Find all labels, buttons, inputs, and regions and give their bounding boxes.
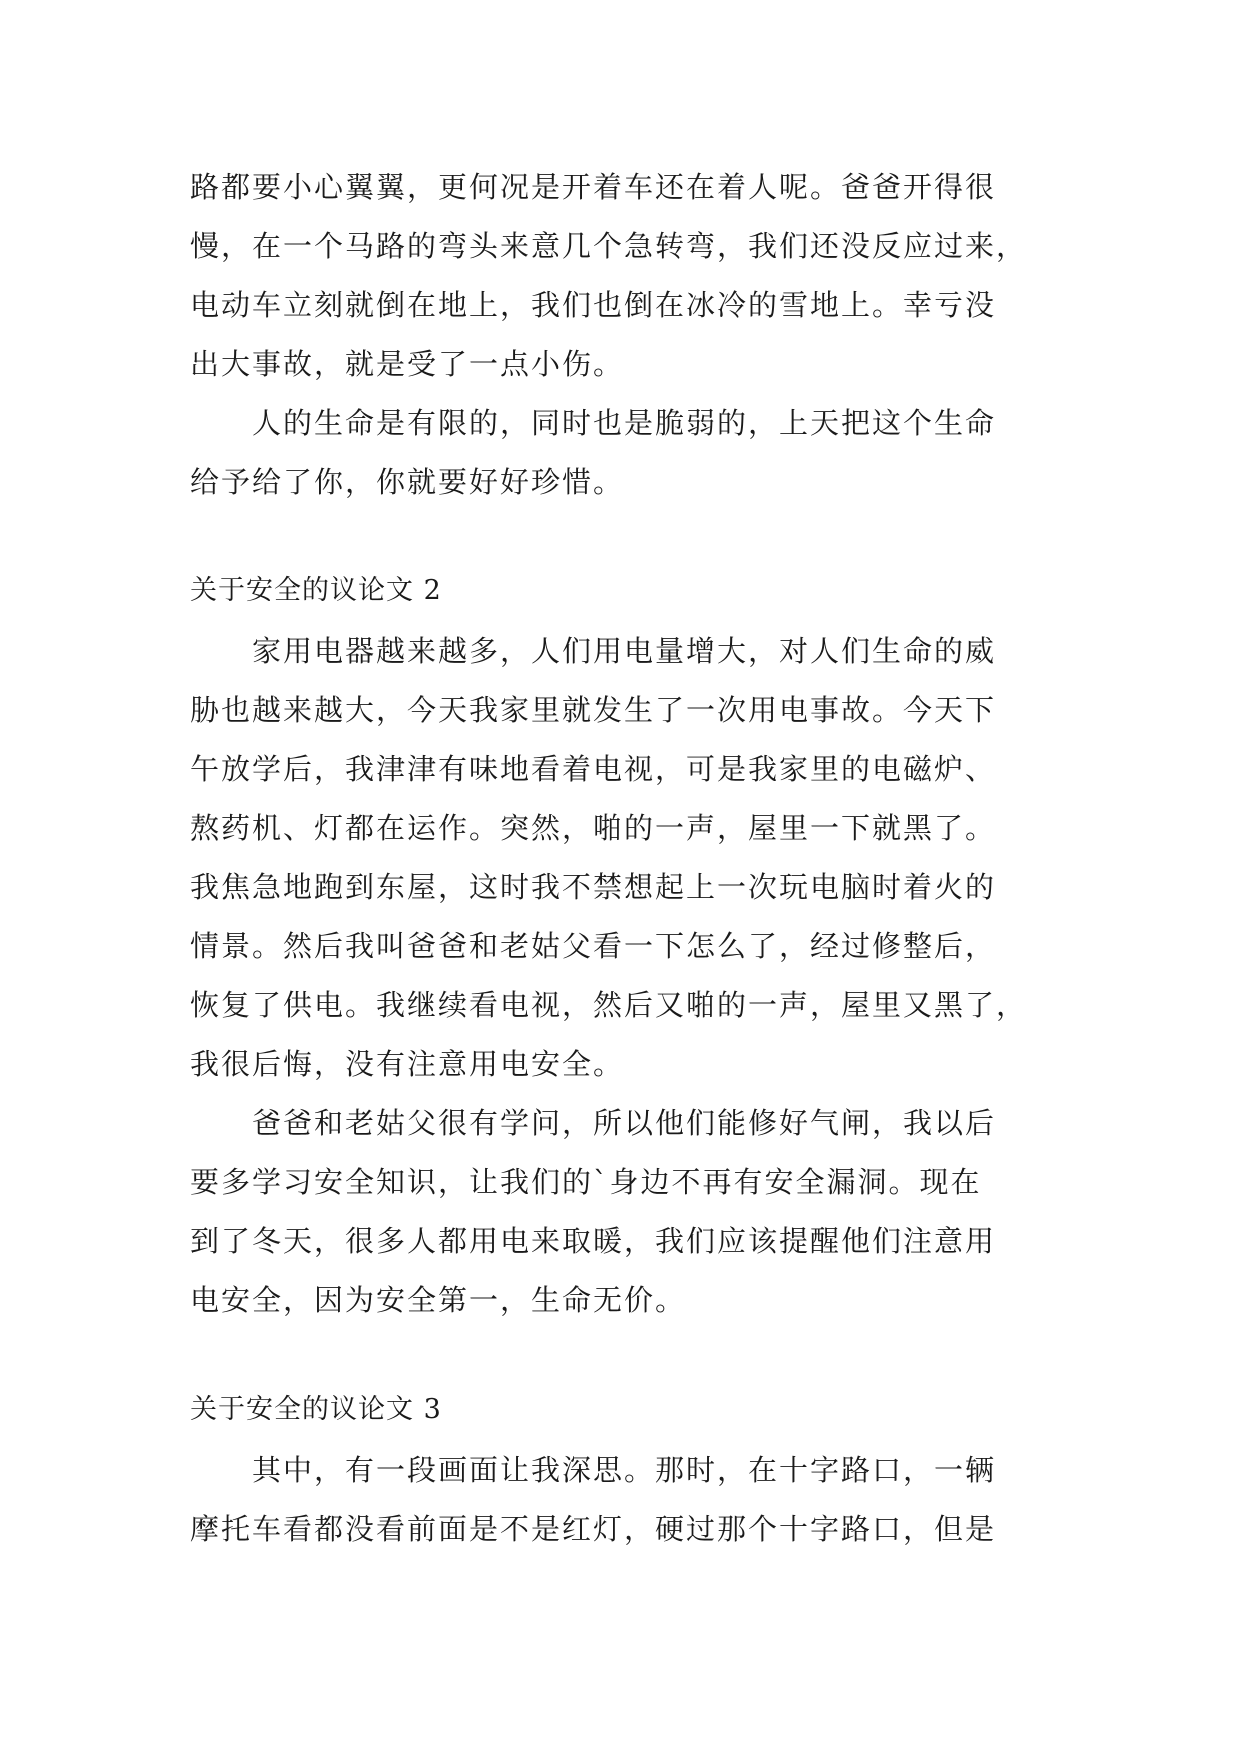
paragraph-2 xyxy=(190,394,1060,512)
text-line: 给予给了你，你就要好好珍惜。 xyxy=(190,465,625,499)
text-line: 出大事故，就是受了一点小伤。 xyxy=(190,347,625,381)
text-line: 人的生命是有限的，同时也是脆弱的，上天把这个生命 xyxy=(190,406,997,440)
text-line: 电安全，因为安全第一，生命无价。 xyxy=(190,1283,687,1317)
paragraph-1 xyxy=(190,158,1060,394)
text-line: 摩托车看都没看前面是不是红灯，硬过那个十字路口，但是 xyxy=(190,1512,997,1546)
section-heading: 关于安全的议论文 2 xyxy=(190,575,442,606)
text-line: 家用电器越来越多，人们用电量增大，对人们生命的威 xyxy=(190,634,997,668)
text-line: 电动车立刻就倒在地上，我们也倒在冰冷的雪地上。幸亏没 xyxy=(190,288,997,322)
text-line: 路都要小心翼翼，更何况是开着车还在着人呢。爸爸开得很 xyxy=(190,170,997,204)
text-line: 恢复了供电。我继续看电视，然后又啪的一声，屋里又黑了， xyxy=(190,988,1028,1022)
text-line: 我焦急地跑到东屋，这时我不禁想起上一次玩电脑时着火的 xyxy=(190,870,997,904)
text-line: 慢，在一个马路的弯头来意几个急转弯，我们还没反应过来， xyxy=(190,229,1028,263)
text-line: 我很后悔，没有注意用电安全。 xyxy=(190,1047,625,1081)
text-line: 胁也越来越大，今天我家里就发生了一次用电事故。今天下 xyxy=(190,693,997,727)
text-line: 要多学习安全知识，让我们的`身边不再有安全漏洞。现在 xyxy=(190,1165,982,1199)
section-heading: 关于安全的议论文 3 xyxy=(190,1394,442,1425)
paragraph-4 xyxy=(190,1094,1060,1330)
text-line: 情景。然后我叫爸爸和老姑父看一下怎么了，经过修整后， xyxy=(190,929,997,963)
text-line: 爸爸和老姑父很有学问，所以他们能修好气闸，我以后 xyxy=(190,1106,997,1140)
text-line: 午放学后，我津津有味地看着电视，可是我家里的电磁炉、 xyxy=(190,752,997,786)
paragraph-5 xyxy=(190,1441,1060,1559)
text-line: 熬药机、灯都在运作。突然，啪的一声，屋里一下就黑了。 xyxy=(190,811,997,845)
text-line: 其中，有一段画面让我深思。那时，在十字路口，一辆 xyxy=(190,1453,997,1487)
paragraph-3 xyxy=(190,622,1060,1094)
text-line: 到了冬天，很多人都用电来取暖，我们应该提醒他们注意用 xyxy=(190,1224,997,1258)
